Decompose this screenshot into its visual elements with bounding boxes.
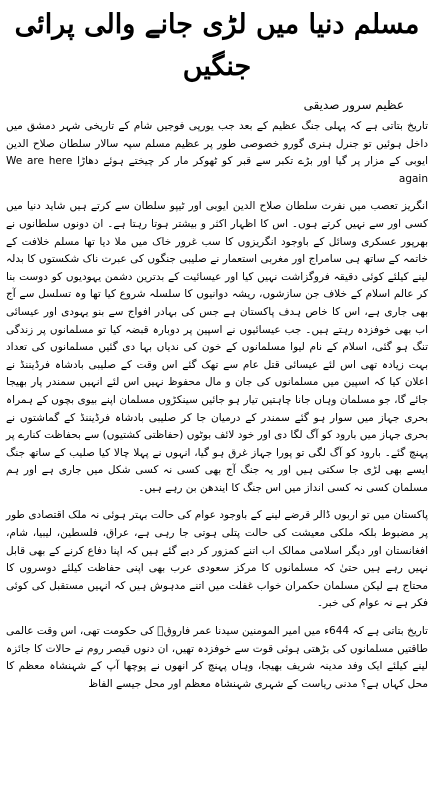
article-title: مسلم دنیا میں لڑی جانے والی پرائی جنگیں: [14, 9, 420, 82]
article-page: [0, 4, 434, 801]
article-body: [6, 118, 428, 693]
author-name: عظیم سرور صدیقی: [303, 98, 404, 112]
paragraph: تاریخ بتاتی ہے کہ پہلی جنگ عظیم کے بعد جب یورپی فوجیں شام کے تاریخی شہر دمشق میں داخل ہوئیں تو جنرل ہنری گورو خصوصی طور پر عظیم مسلم سپہ سالار سلطان صلاح الدین ایوبی کے مزار پر گیا اور بڑے تکبر سے قبر کو ٹھوکر مار کر چیختے ہوئے دھاڑا We are here again: [6, 120, 428, 185]
paragraph: انگریز تعصب میں نفرت سلطان صلاح الدین ایوبی اور ٹیپو سلطان سے کرتے ہیں شاید دنیا میں کسی اور سے نہیں کرتے ہوں۔ اس کا اظہار اکثر و بیشتر ہوتا رہتا ہے۔ ان دونوں سلطانوں نے بھرپور عسکری وسائل کے باوجود انگریزوں کا سب غرور خاک میں ملا دیا تھا مسلم خلافت کے خاتمہ کے ساتھ ہی سامراج اور مغربی استعمار نے صلیبی جنگوں کی عبرت ناک شکستوں کا بدلہ لینے کیلئے کوئی دقیقہ فروگزاشت نہیں کیا اور عیسائیت کے بدترین دشمن یہودیوں کو دوست بنا کر عالم اسلام کے خلاف جن سازشوں، ریشہ دوانیوں کا سلسلہ شروع کیا تھا وہ تسلسل سے آج بھی جاری ہے، اس کا خاص ہدف پاکستان ہے جس کی بہادر افواج سے بنو یہودی اور عیسائی اب بھی خوفزدہ رہتے ہیں۔ جب عیسائیوں نے اسپین پر دوبارہ قبضہ کیا تو مسلمانوں پر زندگی تنگ ہو گئی، اسلام کے نام لیوا مسلمانوں کے خون کی ندیاں بہا دی گئیں مسلمانوں کی تعداد بہت زیادہ تھی اس لئے عیسائی قتل عام سے تھک گئے اس وقت کے صلیبی بادشاہ فرڈیننڈ نے اعلان کیا کہ اسپین میں مسلمانوں کی جان و مال محفوظ نہیں اس لئے انہیں سمندر پار بھیجا جائے گا، جو مسلمان وہاں جانا چاہتیں تیار ہو جائیں سینکڑوں مسلمان اپنے بیوی بچوں کے ہمراہ بحری جہاز میں سوار ہو گئے سمندر کے درمیان جا کر صلیبی بادشاہ فرڈیننڈ کے گماشتوں نے بحری جہاز میں بارود کو آگ لگا دی اور خود لائف بوٹوں (حفاظتی کشتیوں) سے بحفاظت کنارے پر پہنچ گئے۔ بارود کو آگ لگی تو پورا جہاز غرق ہو گیا، انہوں نے پہلا چالا کیا صلیب کے ساتھ جنگ ایسے بھی لڑی جا سکتی ہیں اور یہ جنگ آج بھی کسی نہ کسی شکل میں جاری ہے اور ہم مسلمان کسی نہ کسی انداز میں اس جنگ کا ایندھن بن رہے ہیں۔: [6, 200, 428, 494]
paragraph: پاکستان میں تو اربوں ڈالر قرضے لینے کے باوجود عوام کی حالت بہتر ہوئی نہ ملک اقتصادی طور پر مضبوط بلکہ ملکی معیشت کی حالت پتلی ہوتی جا رہی ہے، عراق، فلسطین، لیبیا، شام، افغانستان اور دیگر اسلامی ممالک اب اتنے کمزور کر دیے گئے ہیں کہ اپنا دفاع کرنے کے بھی قابل نہیں رہے ہیں حتیٰ کہ مسلمانوں کا مرکز سعودی عرب بھی اپنی حفاظت کیلئے دوسروں کا محتاج ہے لیکن مسلمان حکمران خواب غفلت میں اتنے مدہوش ہیں کہ انہیں مستقبل کی کوئی فکر ہے نہ عوام کی خبر۔: [6, 509, 428, 610]
paragraph: تاریخ بتاتی ہے کہ 644ء میں امیر المومنین سیدنا عمر فاروقؓ کی حکومت تھی، اس وقت عالمی طاقتیں مسلمانوں کی بڑھتی ہوئی قوت سے خوفزدہ تھیں، ان دنوں قیصر روم نے حالات کا جائزہ لینے کیلئے ایک وفد مدینہ شریف بھیجا، وہاں پہنچ کر انھوں نے پوچھا آپ کے شہنشاہ معظم کا محل کہاں ہے؟ مدنی ریاست کے شہری شہنشاہ معظم اور محل جیسے الفاظ: [6, 625, 428, 690]
